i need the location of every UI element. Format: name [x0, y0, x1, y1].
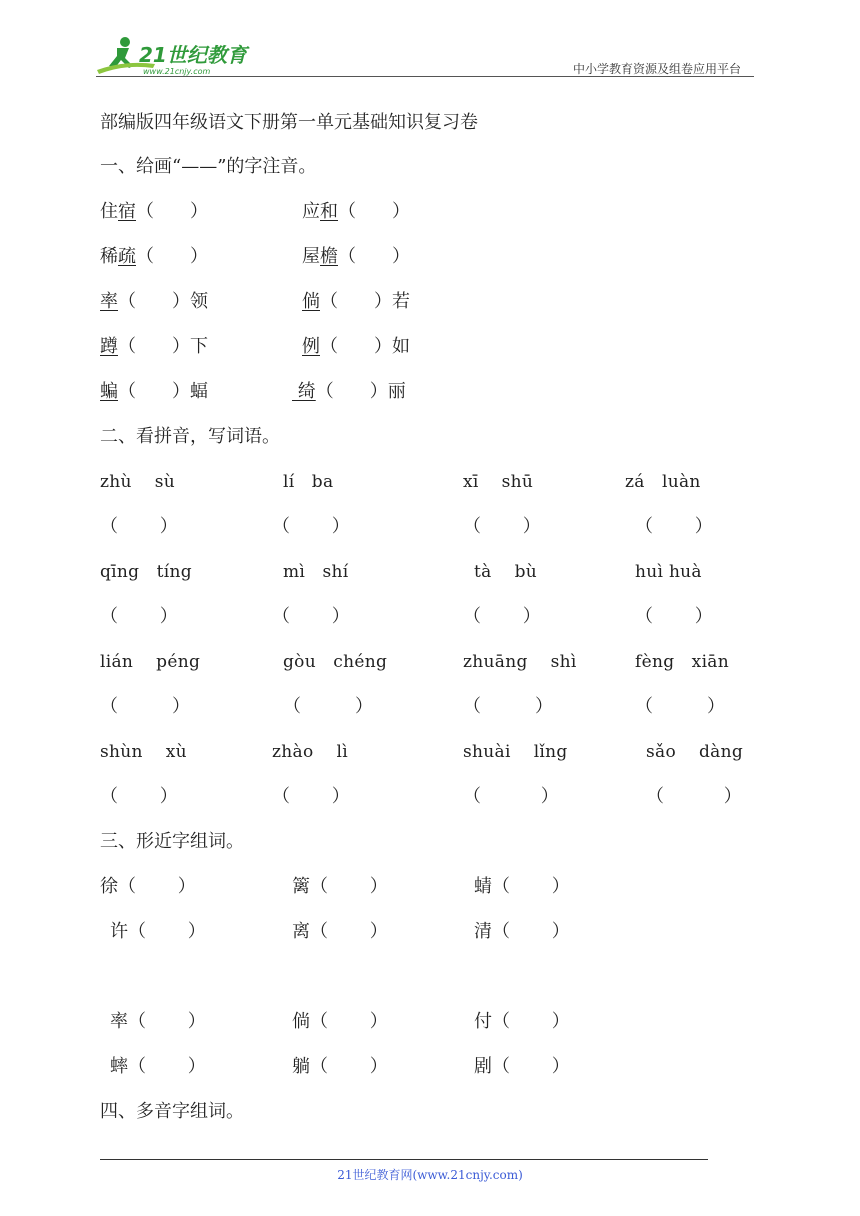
pinyin: qīng tíng [100, 562, 192, 582]
answer-blank[interactable]: （ ） [463, 606, 541, 627]
answer-blank[interactable]: （ ） [646, 786, 742, 807]
logo [95, 34, 265, 78]
answer-blank[interactable]: （ ） [100, 786, 178, 807]
word-item: 徐（ ） [100, 876, 196, 897]
word-item: 稀疏（ ） [100, 246, 208, 267]
word-item: 付（ ） [474, 1011, 570, 1032]
word-item: 清（ ） [474, 921, 570, 942]
word-item: 屋檐（ ） [302, 246, 410, 267]
header-rule [96, 76, 754, 77]
word-item: 绮（ ）丽 [292, 381, 406, 402]
word-item: 蝙（ ）蝠 [100, 381, 208, 402]
section1-heading: 一、给画“——”的字注音。 [100, 156, 317, 177]
word-item: 蹲（ ）下 [100, 336, 208, 357]
pinyin: zhuāng shì [463, 652, 577, 672]
word-item: 许（ ） [110, 921, 206, 942]
answer-blank[interactable]: （ ） [635, 606, 713, 627]
word-item: 离（ ） [292, 921, 388, 942]
pinyin: gòu chéng [283, 652, 388, 672]
word-item: 率（ ） [110, 1011, 206, 1032]
word-item: 蟀（ ） [110, 1056, 206, 1077]
section2-heading: 二、看拼音，写词语。 [100, 426, 280, 447]
word-item: 应和（ ） [302, 201, 410, 222]
pinyin: huì huà [635, 562, 702, 582]
answer-blank[interactable]: （ ） [272, 606, 350, 627]
answer-blank[interactable]: （ ） [283, 696, 373, 717]
pinyin: tà bù [474, 562, 538, 582]
word-item: 倘（ ）若 [302, 291, 410, 312]
pinyin: zhù sù [100, 472, 176, 492]
word-item: 率（ ）领 [100, 291, 208, 312]
word-item: 蜻（ ） [474, 876, 570, 897]
word-item: 剧（ ） [474, 1056, 570, 1077]
header-right-text: 中小学教育资源及组卷应用平台 [573, 62, 742, 76]
word-item: 倘（ ） [292, 1011, 388, 1032]
pinyin: lián péng [100, 652, 201, 672]
doc-title: 部编版四年级语文下册第一单元基础知识复习卷 [100, 112, 478, 133]
answer-blank[interactable]: （ ） [100, 606, 178, 627]
section4-heading: 四、多音字组词。 [100, 1101, 244, 1122]
word-item: 躺（ ） [292, 1056, 388, 1077]
answer-blank[interactable]: （ ） [100, 696, 190, 717]
section3-heading: 三、形近字组词。 [100, 831, 244, 852]
answer-blank[interactable]: （ ） [635, 696, 725, 717]
pinyin: lí ba [283, 472, 334, 492]
answer-blank[interactable]: （ ） [100, 516, 178, 537]
footer-rule [100, 1159, 708, 1160]
footer-link[interactable]: 21世纪教育网(www.21cnjy.com) [337, 1168, 523, 1182]
pinyin: zhào lì [272, 742, 348, 762]
answer-blank[interactable]: （ ） [635, 516, 713, 537]
word-item: 篱（ ） [292, 876, 388, 897]
word-item: 住宿（ ） [100, 201, 208, 222]
pinyin: xī shū [463, 472, 534, 492]
pinyin: sǎo dàng [646, 742, 744, 762]
logo-url: www.21cnjy.com [143, 67, 211, 76]
answer-blank[interactable]: （ ） [272, 516, 350, 537]
answer-blank[interactable]: （ ） [463, 516, 541, 537]
pinyin: mì shí [283, 562, 349, 582]
pinyin: shuài lǐng [463, 742, 568, 762]
answer-blank[interactable]: （ ） [463, 696, 553, 717]
word-item: 例（ ）如 [302, 336, 410, 357]
answer-blank[interactable]: （ ） [272, 786, 350, 807]
logo-text: 21世纪教育 [139, 43, 247, 67]
pinyin: shùn xù [100, 742, 187, 762]
answer-blank[interactable]: （ ） [463, 786, 559, 807]
pinyin: fèng xiān [635, 652, 729, 672]
pinyin: zá luàn [625, 472, 701, 492]
